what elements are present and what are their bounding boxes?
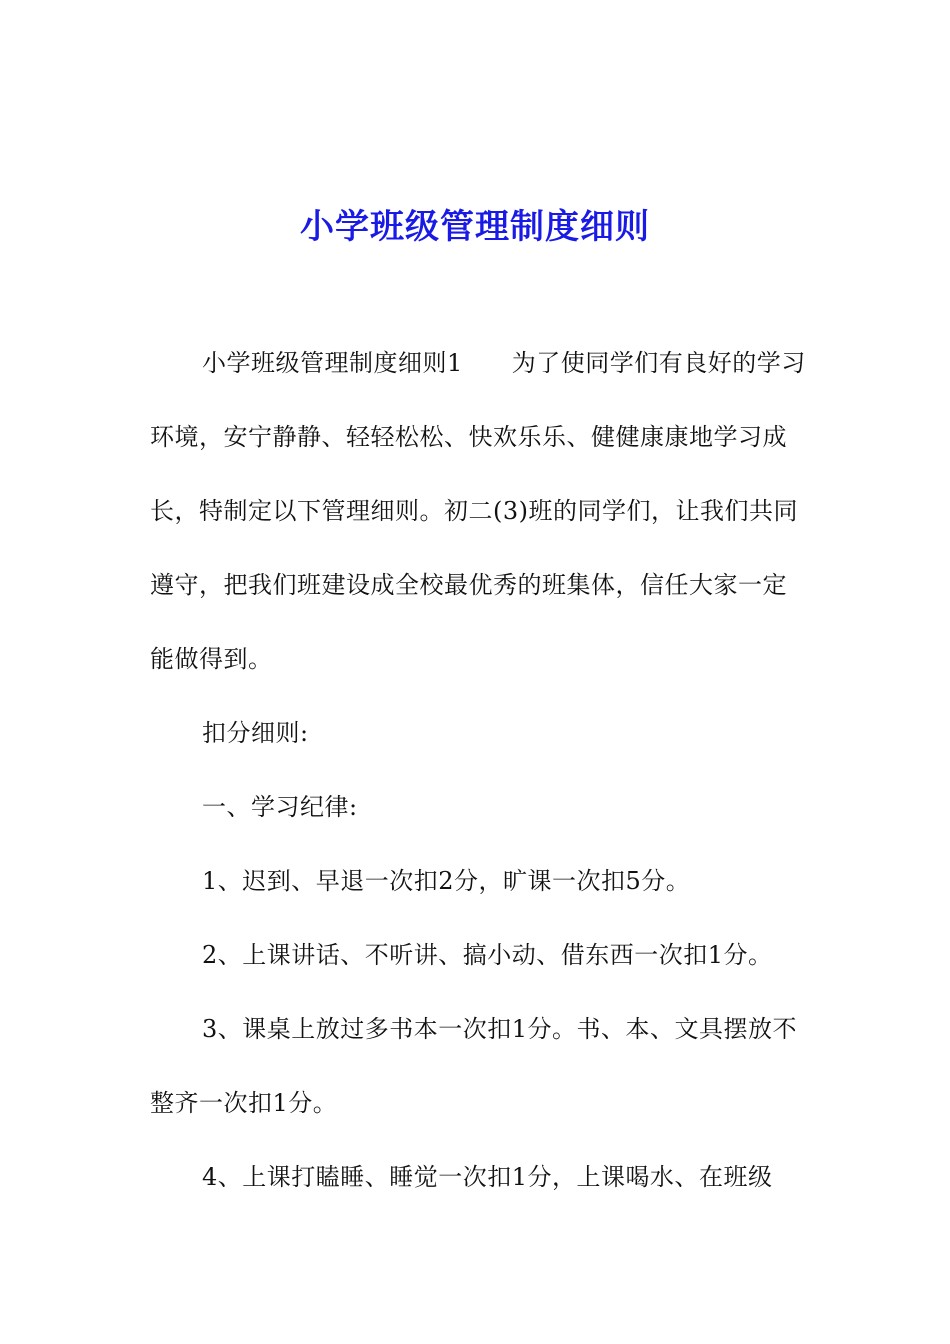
paragraph-intro: 小学班级管理制度细则1 为了使同学们有良好的学习环境，安宁静静、轻轻松松、快欢乐乐、健健康康地学习成长，特制定以下管理细则。初二(3)班的同学们，让我们共同遵守，把我们班建设成全校最优秀的班集体，信任大家一定能做得到。 (150, 349, 806, 673)
paragraph-rule-1: 1、迟到、早退一次扣2分，旷课一次扣5分。 (202, 867, 691, 895)
paragraph-section-heading-study-discipline: 一、学习纪律: (202, 793, 358, 821)
document-body (150, 326, 810, 1214)
page-title: 小学班级管理制度细则 (300, 206, 650, 247)
paragraph-rule-2: 2、上课讲话、不听讲、搞小动、借东西一次扣1分。 (202, 941, 773, 969)
paragraph-rule-4: 4、上课打瞌睡、睡觉一次扣1分，上课喝水、在班级 (202, 1163, 773, 1191)
paragraph-rule-3: 3、课桌上放过多书本一次扣1分。书、本、文具摆放不整齐一次扣1分。 (150, 1015, 798, 1117)
paragraph-deduction-rules-heading: 扣分细则: (202, 719, 309, 747)
